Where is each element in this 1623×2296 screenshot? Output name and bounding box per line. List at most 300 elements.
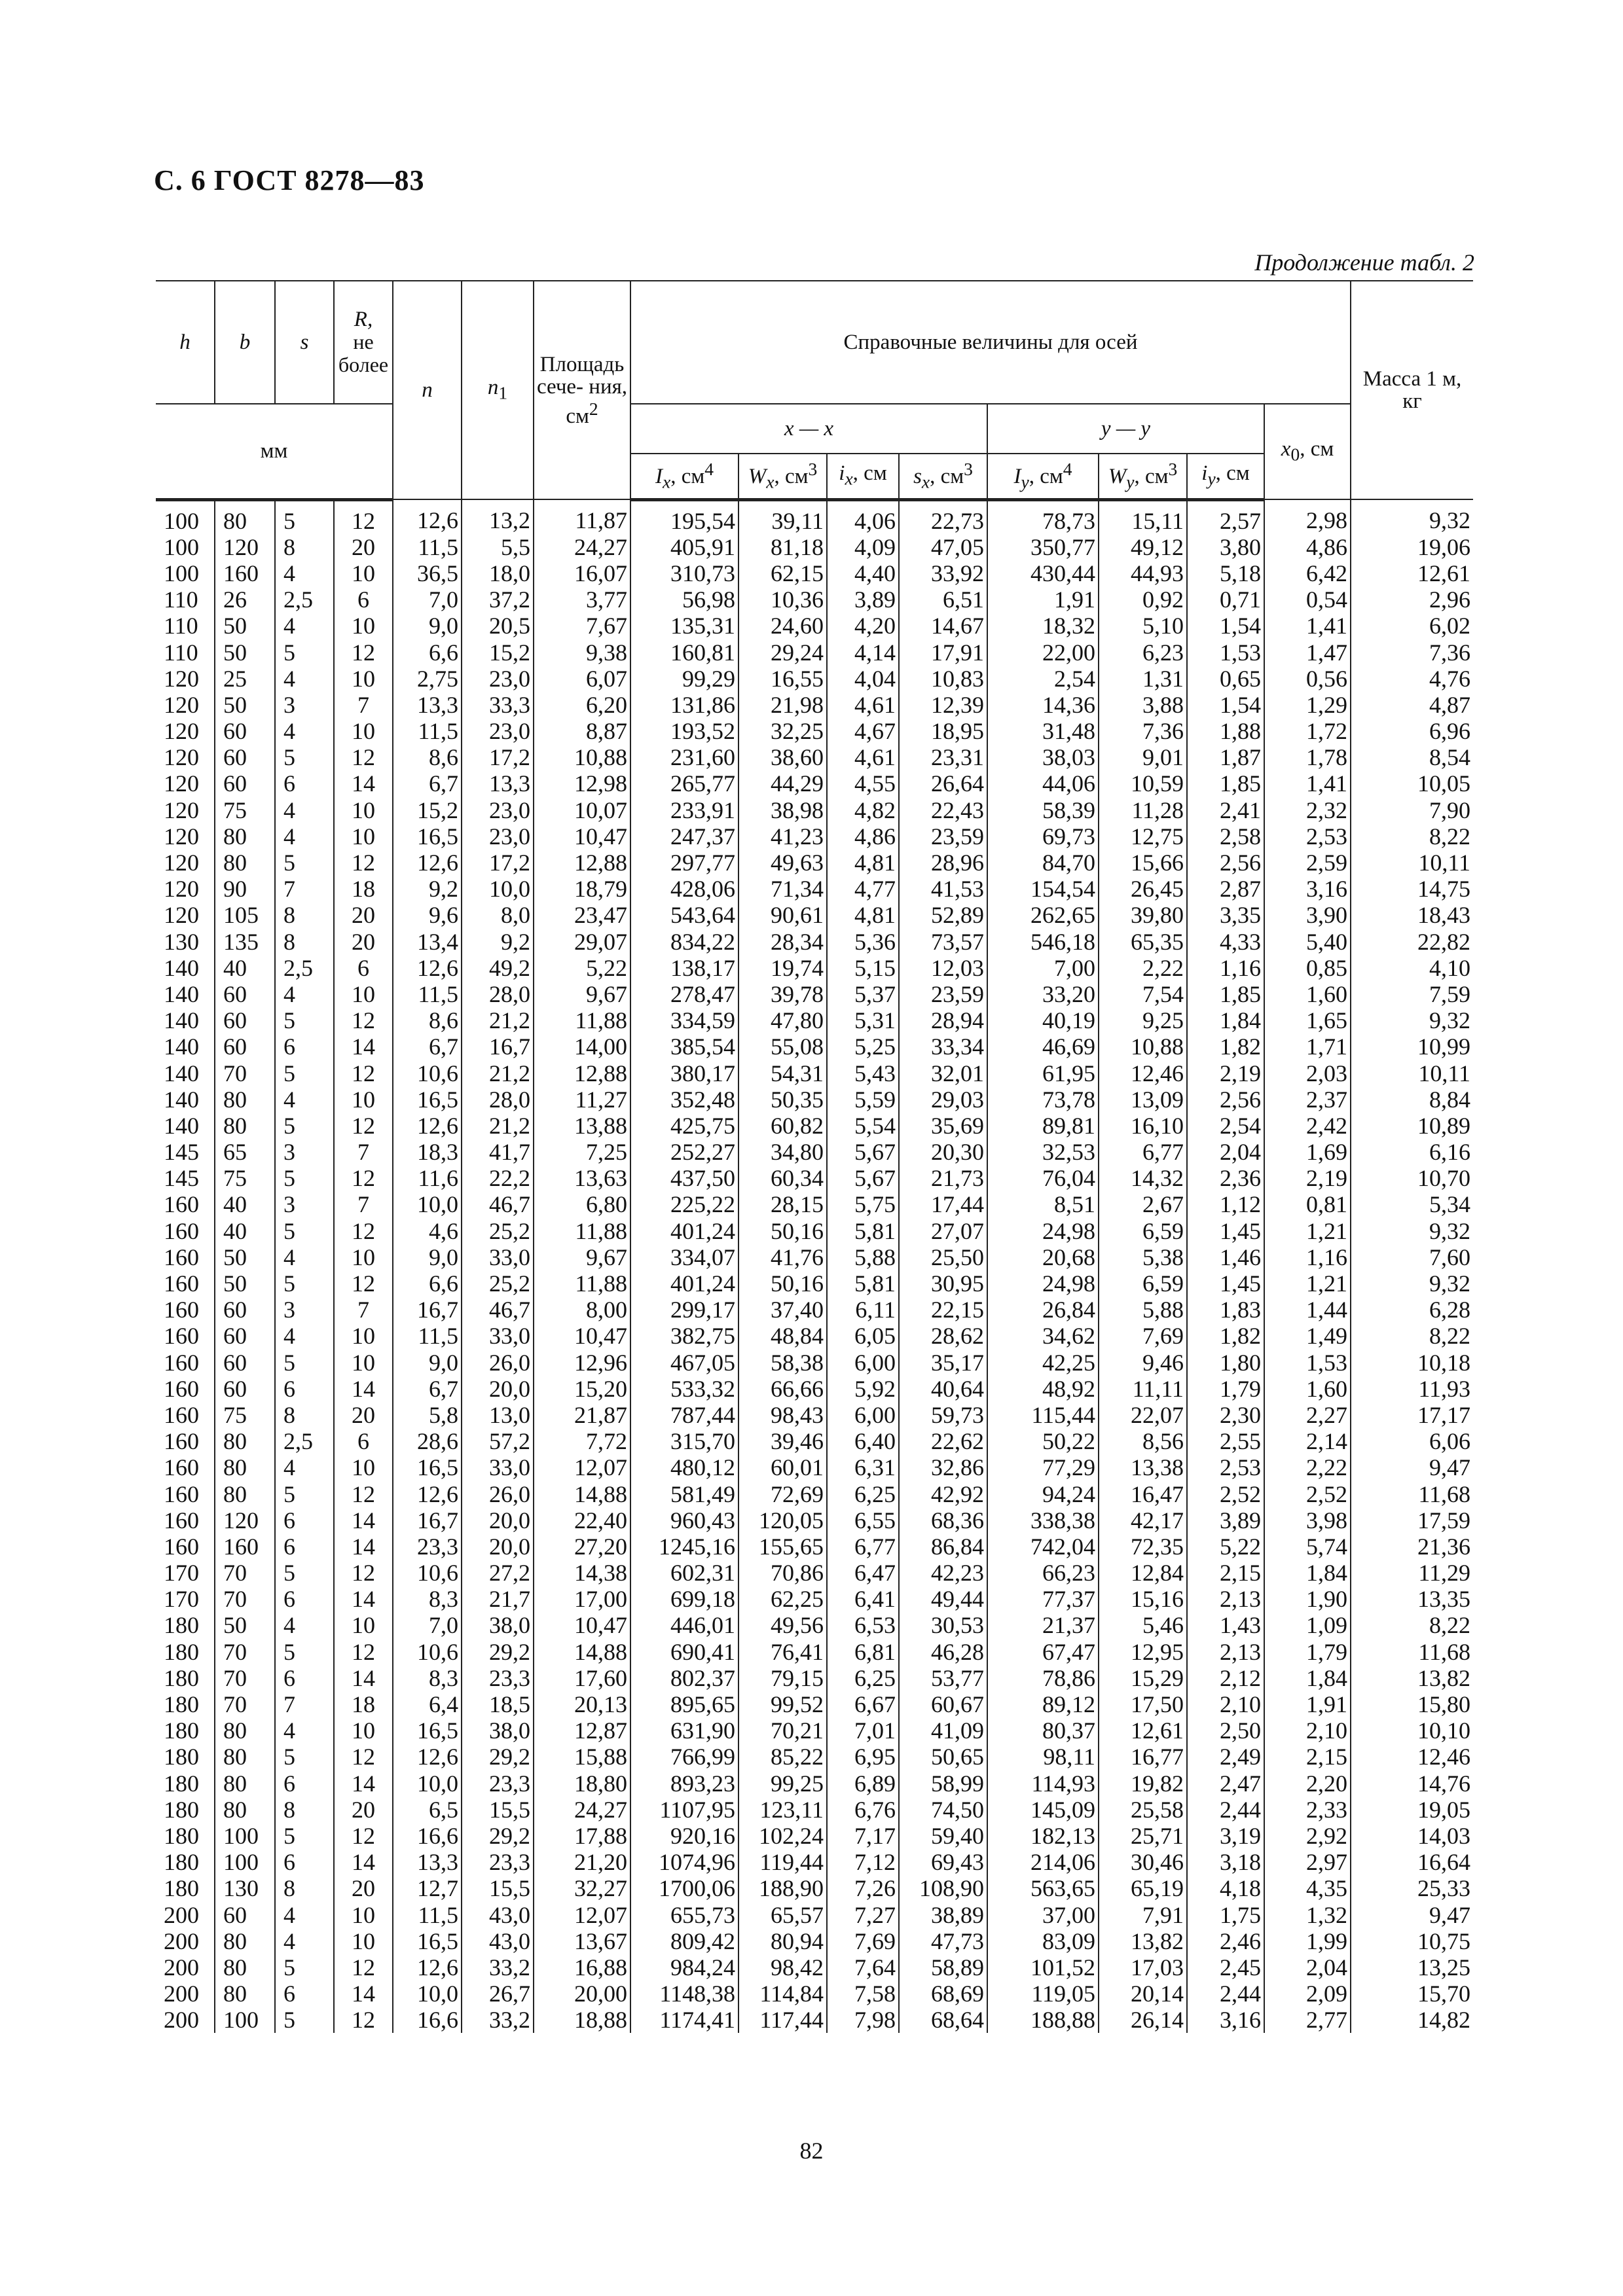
Ix-sup: 4: [704, 459, 714, 480]
cell-iy: 2,13: [1187, 1586, 1264, 1612]
cell-Wx: 188,90: [739, 1875, 827, 1901]
cell-n1: 33,0: [462, 1244, 534, 1270]
cell-Wy: 49,12: [1099, 534, 1187, 560]
cell-Ix: 231,60: [630, 744, 739, 770]
cell-Ix: 1700,06: [630, 1875, 739, 1901]
cell-R: 10: [334, 1086, 393, 1113]
cell-s: 3: [275, 1139, 334, 1165]
cell-n: 23,3: [393, 1534, 462, 1560]
cell-h: 170: [156, 1586, 215, 1612]
cell-x0: 2,10: [1264, 1717, 1351, 1744]
cell-n: 12,6: [393, 1954, 462, 1981]
cell-h: 200: [156, 2007, 215, 2033]
cell-area: 8,00: [534, 1297, 630, 1323]
cell-Wy: 25,58: [1099, 1797, 1187, 1823]
cell-n1: 9,2: [462, 929, 534, 955]
cell-x0: 2,03: [1264, 1060, 1351, 1086]
cell-Wx: 19,74: [739, 955, 827, 981]
cell-Ix: 193,52: [630, 718, 739, 744]
cell-ix: 4,04: [827, 666, 899, 692]
cell-iy: 2,45: [1187, 1954, 1264, 1981]
cell-n: 28,6: [393, 1428, 462, 1454]
cell-b: 130: [215, 1875, 275, 1901]
cell-b: 75: [215, 1165, 275, 1191]
cell-n1: 23,0: [462, 797, 534, 823]
cell-sx: 59,40: [899, 1823, 987, 1849]
cell-area: 11,88: [534, 1218, 630, 1244]
cell-iy: 0,65: [1187, 666, 1264, 692]
cell-Wy: 12,61: [1099, 1717, 1187, 1744]
table-row: [156, 1612, 1473, 1638]
table-row: [156, 981, 1473, 1007]
cell-Wy: 6,23: [1099, 639, 1187, 665]
table-continuation-note: Продолжение табл. 2: [1254, 249, 1474, 276]
cell-area: 7,72: [534, 1428, 630, 1454]
cell-Ix: 893,23: [630, 1770, 739, 1797]
cell-n1: 26,7: [462, 1981, 534, 2007]
cell-area: 9,67: [534, 981, 630, 1007]
cell-Iy: 42,25: [987, 1350, 1099, 1376]
col-n1-header: [462, 281, 534, 499]
cell-b: 80: [215, 850, 275, 876]
cell-n1: 46,7: [462, 1297, 534, 1323]
cell-b: 80: [215, 1797, 275, 1823]
cell-s: 6: [275, 1376, 334, 1402]
cell-Wx: 32,25: [739, 718, 827, 744]
cell-ix: 5,25: [827, 1033, 899, 1060]
cell-Wx: 38,98: [739, 797, 827, 823]
cell-R: 6: [334, 955, 393, 981]
cell-sx: 42,92: [899, 1480, 987, 1507]
cell-sx: 46,28: [899, 1639, 987, 1665]
cell-sx: 35,17: [899, 1350, 987, 1376]
cell-mass: 2,96: [1351, 586, 1473, 613]
cell-ix: 6,95: [827, 1744, 899, 1770]
table-row: [156, 1033, 1473, 1060]
cell-Ix: 1245,16: [630, 1534, 739, 1560]
cell-iy: 2,57: [1187, 499, 1264, 534]
cell-ix: 7,69: [827, 1928, 899, 1954]
cell-iy: 1,84: [1187, 1007, 1264, 1033]
cell-sx: 30,53: [899, 1612, 987, 1638]
cell-n1: 37,2: [462, 586, 534, 613]
cell-Wx: 29,24: [739, 639, 827, 665]
cell-R: 6: [334, 586, 393, 613]
cell-Ix: 247,37: [630, 823, 739, 850]
cell-b: 160: [215, 560, 275, 586]
cell-R: 14: [334, 1507, 393, 1534]
cell-sx: 12,03: [899, 955, 987, 981]
cell-b: 60: [215, 744, 275, 770]
cell-sx: 35,69: [899, 1113, 987, 1139]
cell-R: 14: [334, 1849, 393, 1875]
cell-Ix: 131,86: [630, 692, 739, 718]
cell-ix: 5,67: [827, 1139, 899, 1165]
cell-R: 10: [334, 797, 393, 823]
cell-h: 100: [156, 499, 215, 534]
cell-n1: 10,0: [462, 876, 534, 902]
cell-mass: 10,11: [1351, 1060, 1473, 1086]
cell-n1: 33,2: [462, 2007, 534, 2033]
cell-iy: 2,49: [1187, 1744, 1264, 1770]
cell-s: 7: [275, 876, 334, 902]
cell-R: 10: [334, 718, 393, 744]
col-n-header: n: [393, 281, 462, 499]
cell-ix: 3,89: [827, 586, 899, 613]
cell-area: 14,88: [534, 1639, 630, 1665]
cell-sx: 30,95: [899, 1270, 987, 1297]
cell-area: 18,80: [534, 1770, 630, 1797]
cell-iy: 1,54: [1187, 692, 1264, 718]
cell-R: 14: [334, 1376, 393, 1402]
cell-b: 100: [215, 1849, 275, 1875]
area-label: Площадь сече- ния, см: [536, 352, 628, 428]
cell-mass: 10,05: [1351, 770, 1473, 797]
cell-n: 9,0: [393, 613, 462, 639]
cell-Ix: 160,81: [630, 639, 739, 665]
cell-Wy: 13,38: [1099, 1454, 1187, 1480]
cell-iy: 1,45: [1187, 1218, 1264, 1244]
n1-subscript: 1: [498, 382, 508, 403]
cell-s: 5: [275, 744, 334, 770]
cell-Wx: 81,18: [739, 534, 827, 560]
cell-Iy: 33,20: [987, 981, 1099, 1007]
cell-Wy: 16,47: [1099, 1480, 1187, 1507]
cell-area: 10,47: [534, 1323, 630, 1349]
cell-n: 5,8: [393, 1402, 462, 1428]
cell-iy: 2,87: [1187, 876, 1264, 902]
cell-mass: 14,76: [1351, 1770, 1473, 1797]
cell-x0: 4,35: [1264, 1875, 1351, 1901]
cell-Ix: 334,59: [630, 1007, 739, 1033]
cell-area: 16,88: [534, 1954, 630, 1981]
cell-s: 8: [275, 1797, 334, 1823]
cell-s: 5: [275, 499, 334, 534]
cell-n: 12,6: [393, 499, 462, 534]
cell-b: 80: [215, 1928, 275, 1954]
table-row: [156, 1113, 1473, 1139]
cell-ix: 7,01: [827, 1717, 899, 1744]
cell-ix: 6,53: [827, 1612, 899, 1638]
R-symbol: R,: [354, 308, 373, 331]
cell-Wy: 6,77: [1099, 1139, 1187, 1165]
cell-b: 135: [215, 929, 275, 955]
cell-Ix: 602,31: [630, 1560, 739, 1586]
cell-ix: 6,00: [827, 1350, 899, 1376]
cell-Ix: 446,01: [630, 1612, 739, 1638]
cell-x0: 1,16: [1264, 1244, 1351, 1270]
cell-h: 120: [156, 823, 215, 850]
cell-x0: 1,60: [1264, 1376, 1351, 1402]
cell-Wy: 8,56: [1099, 1428, 1187, 1454]
cell-mass: 19,06: [1351, 534, 1473, 560]
cell-x0: 2,15: [1264, 1744, 1351, 1770]
col-Ix-header: [630, 454, 739, 499]
cell-b: 40: [215, 955, 275, 981]
cell-n: 8,3: [393, 1586, 462, 1612]
cell-mass: 14,03: [1351, 1823, 1473, 1849]
cell-s: 5: [275, 850, 334, 876]
cell-h: 180: [156, 1875, 215, 1901]
cell-Iy: 78,86: [987, 1665, 1099, 1691]
cell-iy: 3,19: [1187, 1823, 1264, 1849]
cell-Wx: 28,34: [739, 929, 827, 955]
cell-n: 16,5: [393, 823, 462, 850]
cell-sx: 32,86: [899, 1454, 987, 1480]
cell-s: 4: [275, 1086, 334, 1113]
cell-Wx: 72,69: [739, 1480, 827, 1507]
cell-ix: 6,00: [827, 1402, 899, 1428]
cell-x0: 2,77: [1264, 2007, 1351, 2033]
cell-s: 3: [275, 1297, 334, 1323]
table-row: [156, 1954, 1473, 1981]
cell-Ix: 99,29: [630, 666, 739, 692]
cell-Iy: 44,06: [987, 770, 1099, 797]
cell-Iy: 34,62: [987, 1323, 1099, 1349]
cell-Iy: 76,04: [987, 1165, 1099, 1191]
ix-unit: , см: [852, 461, 887, 485]
cell-iy: 2,41: [1187, 797, 1264, 823]
cell-n: 10,0: [393, 1981, 462, 2007]
cell-h: 200: [156, 1954, 215, 1981]
cell-Wy: 5,46: [1099, 1612, 1187, 1638]
cell-R: 10: [334, 1350, 393, 1376]
table-row: [156, 770, 1473, 797]
cell-area: 10,47: [534, 1612, 630, 1638]
cell-Wy: 25,71: [1099, 1823, 1187, 1849]
cell-n1: 43,0: [462, 1901, 534, 1928]
cell-x0: 3,90: [1264, 902, 1351, 928]
cell-Iy: 350,77: [987, 534, 1099, 560]
cell-x0: 1,41: [1264, 770, 1351, 797]
cell-Iy: 430,44: [987, 560, 1099, 586]
cell-n: 12,6: [393, 1480, 462, 1507]
cell-n: 13,3: [393, 692, 462, 718]
cell-Iy: 40,19: [987, 1007, 1099, 1033]
cell-Iy: 145,09: [987, 1797, 1099, 1823]
x0-unit: , см: [1300, 437, 1334, 461]
cell-Iy: 38,03: [987, 744, 1099, 770]
cell-s: 6: [275, 1981, 334, 2007]
cell-Ix: 278,47: [630, 981, 739, 1007]
cell-sx: 68,69: [899, 1981, 987, 2007]
table-row: [156, 1402, 1473, 1428]
cell-area: 9,38: [534, 639, 630, 665]
cell-area: 23,47: [534, 902, 630, 928]
cell-Ix: 382,75: [630, 1323, 739, 1349]
cell-Iy: 8,51: [987, 1191, 1099, 1217]
cell-sx: 38,89: [899, 1901, 987, 1928]
cell-R: 20: [334, 902, 393, 928]
cell-x0: 1,78: [1264, 744, 1351, 770]
cell-n1: 21,2: [462, 1113, 534, 1139]
cell-x0: 1,72: [1264, 718, 1351, 744]
cell-Ix: 1174,41: [630, 2007, 739, 2033]
cell-n1: 33,3: [462, 692, 534, 718]
cell-R: 10: [334, 560, 393, 586]
cell-ix: 6,67: [827, 1691, 899, 1717]
cell-area: 6,80: [534, 1191, 630, 1217]
cell-Wx: 10,36: [739, 586, 827, 613]
Wx-sup: 3: [808, 459, 818, 480]
cell-h: 145: [156, 1139, 215, 1165]
cell-mass: 22,82: [1351, 929, 1473, 955]
cell-area: 11,87: [534, 499, 630, 534]
cell-n1: 15,5: [462, 1797, 534, 1823]
cell-Wy: 5,88: [1099, 1297, 1187, 1323]
cell-n1: 17,2: [462, 850, 534, 876]
cell-Iy: 182,13: [987, 1823, 1099, 1849]
cell-b: 160: [215, 1534, 275, 1560]
cell-sx: 6,51: [899, 586, 987, 613]
cell-Iy: 214,06: [987, 1849, 1099, 1875]
cell-Iy: 77,37: [987, 1586, 1099, 1612]
col-b-header: b: [215, 281, 275, 404]
cell-s: 8: [275, 929, 334, 955]
table-row: [156, 639, 1473, 665]
cell-Wy: 65,19: [1099, 1875, 1187, 1901]
cell-Ix: 265,77: [630, 770, 739, 797]
table-row: [156, 850, 1473, 876]
cell-ix: 5,54: [827, 1113, 899, 1139]
cell-n1: 38,0: [462, 1717, 534, 1744]
table-row: [156, 1297, 1473, 1323]
cell-x0: 1,84: [1264, 1560, 1351, 1586]
cell-area: 14,00: [534, 1033, 630, 1060]
cell-Ix: 138,17: [630, 955, 739, 981]
cell-Wy: 12,75: [1099, 823, 1187, 850]
cell-iy: 2,44: [1187, 1797, 1264, 1823]
cell-R: 14: [334, 1586, 393, 1612]
col-x0-header: [1264, 404, 1351, 499]
cell-Wx: 76,41: [739, 1639, 827, 1665]
cell-s: 5: [275, 639, 334, 665]
cell-mass: 9,32: [1351, 1218, 1473, 1244]
cell-sx: 41,53: [899, 876, 987, 902]
cell-n: 2,75: [393, 666, 462, 692]
cell-n1: 28,0: [462, 1086, 534, 1113]
cell-n1: 25,2: [462, 1218, 534, 1244]
cell-R: 12: [334, 1113, 393, 1139]
cell-n: 16,5: [393, 1928, 462, 1954]
Wy-sub: y: [1126, 472, 1135, 493]
cell-iy: 2,58: [1187, 823, 1264, 850]
cell-s: 4: [275, 981, 334, 1007]
cell-Ix: 984,24: [630, 1954, 739, 1981]
cell-s: 6: [275, 1534, 334, 1560]
cell-Iy: 83,09: [987, 1928, 1099, 1954]
cell-R: 10: [334, 666, 393, 692]
cell-x0: 2,27: [1264, 1402, 1351, 1428]
cell-sx: 21,73: [899, 1165, 987, 1191]
cell-b: 40: [215, 1218, 275, 1244]
cell-b: 60: [215, 1350, 275, 1376]
cell-ix: 4,14: [827, 639, 899, 665]
cell-area: 10,47: [534, 823, 630, 850]
cell-R: 10: [334, 1717, 393, 1744]
cell-b: 60: [215, 718, 275, 744]
cell-mass: 4,76: [1351, 666, 1473, 692]
cell-x0: 2,33: [1264, 1797, 1351, 1823]
sx-sub: x: [921, 472, 930, 493]
cell-area: 8,87: [534, 718, 630, 744]
cell-iy: 2,52: [1187, 1480, 1264, 1507]
cell-s: 5: [275, 1350, 334, 1376]
cell-sx: 60,67: [899, 1691, 987, 1717]
cell-iy: 1,46: [1187, 1244, 1264, 1270]
cell-n1: 18,0: [462, 560, 534, 586]
table-row: [156, 1717, 1473, 1744]
cell-h: 180: [156, 1612, 215, 1638]
cell-ix: 5,43: [827, 1060, 899, 1086]
cell-area: 6,07: [534, 666, 630, 692]
cell-Ix: 766,99: [630, 1744, 739, 1770]
table-row: [156, 1797, 1473, 1823]
axis-y-header: y — y: [987, 404, 1264, 454]
cell-R: 10: [334, 1454, 393, 1480]
Ix-sub: x: [663, 472, 671, 493]
table-row: [156, 1639, 1473, 1665]
cell-ix: 5,37: [827, 981, 899, 1007]
cell-Wx: 55,08: [739, 1033, 827, 1060]
cell-s: 4: [275, 718, 334, 744]
table-row: [156, 1928, 1473, 1954]
cell-n: 13,3: [393, 1849, 462, 1875]
iy-symbol: i: [1201, 461, 1208, 485]
cell-sx: 47,73: [899, 1928, 987, 1954]
table-row: [156, 1534, 1473, 1560]
table-row: [156, 1507, 1473, 1534]
cell-sx: 74,50: [899, 1797, 987, 1823]
cell-Wy: 17,03: [1099, 1954, 1187, 1981]
cell-Iy: 154,54: [987, 876, 1099, 902]
cell-iy: 1,82: [1187, 1033, 1264, 1060]
cell-sx: 42,23: [899, 1560, 987, 1586]
cell-h: 140: [156, 1060, 215, 1086]
cell-ix: 7,98: [827, 2007, 899, 2033]
cell-x0: 1,41: [1264, 613, 1351, 639]
cell-mass: 4,87: [1351, 692, 1473, 718]
cell-Wy: 5,10: [1099, 613, 1187, 639]
table-row: [156, 499, 1473, 534]
cell-Ix: 699,18: [630, 1586, 739, 1612]
cell-n: 9,0: [393, 1350, 462, 1376]
cell-Iy: 119,05: [987, 1981, 1099, 2007]
cell-R: 14: [334, 1033, 393, 1060]
cell-s: 5: [275, 1480, 334, 1507]
Wx-unit: , см: [774, 465, 809, 489]
cell-n: 12,6: [393, 955, 462, 981]
cell-Wy: 6,59: [1099, 1270, 1187, 1297]
cell-b: 80: [215, 1954, 275, 1981]
cell-Ix: 310,73: [630, 560, 739, 586]
cell-R: 10: [334, 1928, 393, 1954]
cell-area: 12,96: [534, 1350, 630, 1376]
cell-Wx: 39,46: [739, 1428, 827, 1454]
cell-Wy: 26,14: [1099, 2007, 1187, 2033]
cell-n1: 33,2: [462, 1954, 534, 1981]
cell-x0: 3,16: [1264, 876, 1351, 902]
cell-Ix: 1107,95: [630, 1797, 739, 1823]
cell-n1: 26,0: [462, 1480, 534, 1507]
cell-Wx: 85,22: [739, 1744, 827, 1770]
cell-Wy: 12,46: [1099, 1060, 1187, 1086]
cell-ix: 5,81: [827, 1270, 899, 1297]
table-row: [156, 823, 1473, 850]
cell-x0: 2,20: [1264, 1770, 1351, 1797]
cell-s: 6: [275, 1033, 334, 1060]
cell-Wy: 30,46: [1099, 1849, 1187, 1875]
